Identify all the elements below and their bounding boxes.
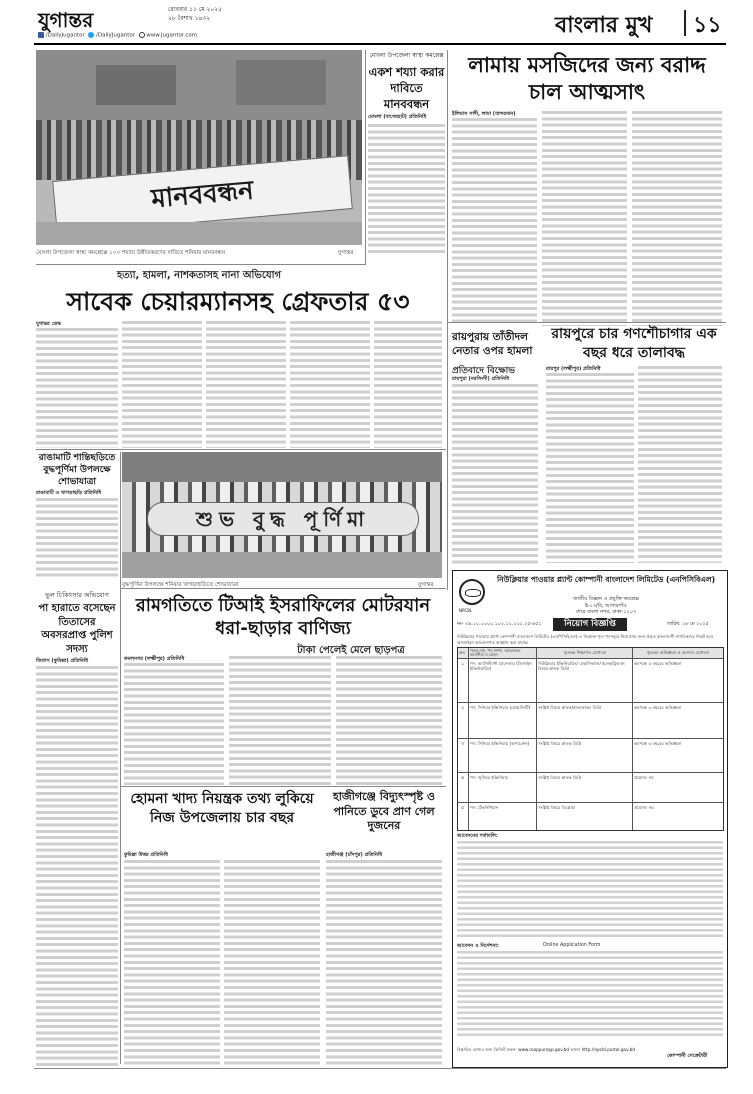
ad-title: নিয়োগ বিজ্ঞপ্তি bbox=[564, 619, 616, 629]
vacancy-table-header bbox=[458, 648, 723, 658]
ad-company-name: নিউক্লিয়ার পাওয়ার প্ল্যান্ট কোম্পানী বাংলাদেশ লিমিটেড (এনপিসিবিএল) bbox=[496, 575, 716, 584]
table-cell-qual: সংশ্লিষ্ট বিষয়ে স্নাতক ডিগ্রি bbox=[538, 775, 582, 780]
globe-icon bbox=[139, 32, 145, 38]
rangamati-byline: রাঙামাটি ও খাগড়াছড়ি প্রতিনিধি bbox=[36, 490, 102, 496]
motorcycle-body-col2 bbox=[229, 656, 331, 785]
police-byline: তিতাস (কুমিল্লা) প্রতিনিধি bbox=[36, 658, 89, 664]
column-rule bbox=[120, 452, 121, 1064]
section-rule bbox=[36, 264, 366, 265]
page-number: ১১ bbox=[693, 13, 722, 38]
ad-title-box bbox=[553, 618, 627, 631]
food-byline: কুমিল্লা উত্তর প্রতিনিধি bbox=[124, 852, 168, 858]
motorcycle-subhead: টাকা পেলেই মেলে ছাড়পত্র bbox=[297, 645, 405, 656]
motorcycle-byline: কমলনগর (লক্ষ্মীপুর) প্রতিনিধি bbox=[124, 656, 185, 662]
arrest-body-col1 bbox=[36, 328, 118, 448]
toilet-byline: রায়পুর (লক্ষ্মীপুর) প্রতিনিধি bbox=[546, 366, 601, 372]
table-cell-no: ৫ bbox=[461, 805, 465, 811]
food-body-col1 bbox=[124, 860, 220, 1065]
ad-signature: কোম্পানী সেক্রেটারী bbox=[667, 1053, 708, 1059]
table-cell-qual: সংশ্লিষ্ট বিষয়ে স্নাতক/স্নাতকোত্তর ডিগ্রি bbox=[538, 705, 602, 710]
electric-byline: হাজীগঞ্জ (চাঁদপুর) প্রতিনিধি bbox=[326, 852, 383, 858]
ad-date: তারিখ: ০৮ মে ২০২৫ bbox=[667, 622, 709, 627]
toilet-body-col2 bbox=[638, 366, 722, 563]
table-row bbox=[458, 738, 723, 773]
procession-photo bbox=[122, 452, 442, 578]
date-bangla: ২৮ বৈশাখ ১৪৩২ bbox=[168, 15, 211, 22]
table-cell-no: ১ bbox=[461, 661, 465, 667]
column-rule bbox=[447, 50, 448, 590]
photo-ground bbox=[122, 552, 442, 578]
ad-address-line: ই-১৩/বি, আগারগাঁও bbox=[585, 602, 627, 609]
mosque-byline: ইলিয়াস সাদী, লামা (বান্দরবান) bbox=[452, 111, 516, 117]
table-cell-no: ৪ bbox=[461, 775, 465, 781]
electric-headline: হাজীগঞ্জে বিদ্যুৎস্পৃষ্ট ও পানিতে ডুবে প্রাণ গেল দুজনের bbox=[332, 790, 436, 832]
procession-photo-caption: বুদ্ধপূর্ণিমা উপলক্ষে শনিবার খাগড়াছড়িতে শোভাযাত্রা bbox=[122, 582, 239, 588]
table-row bbox=[458, 802, 723, 830]
website-link[interactable]: www.jugantor.com bbox=[146, 32, 198, 39]
food-body-col2 bbox=[224, 860, 320, 1065]
procession-banner bbox=[147, 502, 419, 536]
table-cell-post: পদ: জুনিয়র ইঞ্জিনিয়ার bbox=[470, 775, 508, 780]
atom-icon bbox=[465, 589, 481, 597]
mosque-body-col3 bbox=[632, 111, 722, 326]
table-cell-qual: নিউক্লিয়ার ইঞ্জিনিয়ারিং/ মেকানিক্যাল/ ইলেকট্রিক্যাল বিষয়ে স্নাতক ডিগ্রি bbox=[538, 661, 625, 672]
ad-application-text bbox=[457, 951, 723, 1039]
raipura-attack-subhead: প্রতিবাদে বিক্ষোভ bbox=[452, 366, 515, 376]
electric-body bbox=[326, 860, 442, 1065]
procession-photo-credit: যুগান্তর bbox=[418, 582, 434, 588]
mosque-headline: লামায় মসজিদের জন্য বরাদ্দ চাল আত্মসাৎ bbox=[468, 53, 706, 104]
ad-address-line: শেরে বাংলা নগর, ঢাকা-১২০৭ bbox=[575, 609, 637, 615]
ad-conditions-text bbox=[457, 841, 723, 939]
table-header-cell: ক্রম bbox=[459, 650, 465, 655]
arrest-headline: সাবেক চেয়ারম্যানসহ গ্রেফতার ৫৩ bbox=[66, 287, 410, 316]
police-body bbox=[36, 666, 118, 1066]
ad-address-line: জাতীয় বিজ্ঞান ও প্রযুক্তি কমপ্লেক্স bbox=[573, 596, 639, 602]
raipura-attack-headline: রায়পুরায় তাঁতীদল নেতার ওপর হামলা bbox=[452, 331, 533, 357]
motorcycle-body-col3 bbox=[336, 656, 442, 785]
table-cell-exp: প্রযোজ্য নয় bbox=[634, 805, 654, 810]
section-rule bbox=[36, 449, 446, 450]
rally-photo-credit: যুগান্তর bbox=[338, 250, 354, 256]
food-headline: হোমনা খাদ্য নিয়ন্ত্রক তথ্য লুকিয়ে নিজ উপজেলায় চার বছর bbox=[130, 791, 314, 826]
footer-rule bbox=[34, 1068, 726, 1069]
police-headline: পা হারাতে বসেছেন তিতাসের অবসরপ্রাপ্ত পুলিশ সদস্য bbox=[38, 603, 116, 655]
rally-banner-text: মানববন্ধন bbox=[150, 175, 255, 215]
ad-online-form-label: Online Application Form bbox=[543, 943, 601, 948]
motorcycle-headline: রামগতিতে টিআই ইসরাফিলের মোটরযান ধরা-ছাড়ার বাণিজ্য bbox=[135, 595, 431, 639]
rangamati-headline: রাঙামাটি শান্তিছড়িতে বুদ্ধপূর্ণিমা উপলক্ষে শোভাযাত্রা bbox=[38, 453, 116, 487]
hospital-kicker: মোংলা উপজেলা স্বাস্থ্য কমপ্লেক্স bbox=[369, 52, 444, 59]
table-cell-post: পদ: অ্যাসিস্ট্যান্ট ম্যানেজার (ডিজাইন ইঞ্জিনিয়ারিং) bbox=[470, 661, 532, 672]
section-rule bbox=[120, 786, 446, 787]
mosque-body-col1 bbox=[452, 118, 537, 326]
newspaper-logo: যুগান্তর bbox=[38, 8, 94, 32]
arrest-body-col4 bbox=[290, 321, 370, 448]
section-rule bbox=[448, 322, 726, 323]
section-rule bbox=[120, 588, 446, 589]
ad-memo-number: নং- ৩৯.১০.০০০০.১০২.১১.০০১.২৫-৪৫১ bbox=[457, 622, 542, 627]
table-cell-exp: কমপক্ষে ৩ বছরের অভিজ্ঞতা bbox=[634, 741, 682, 746]
table-cell-exp: প্রযোজ্য নয় bbox=[634, 775, 654, 780]
table-header-cell: পদের নাম, পদ-সংখ্যা, আবেদনের বয়সসীমা ও বেতন bbox=[470, 648, 521, 658]
table-row bbox=[458, 772, 723, 803]
social-link-facebook[interactable]: /DailyJugantor bbox=[45, 32, 85, 39]
photo-window bbox=[236, 60, 326, 105]
job-advertisement bbox=[452, 570, 728, 1068]
rangamati-body bbox=[36, 498, 118, 580]
photo-ground bbox=[36, 222, 362, 245]
column-rule bbox=[365, 50, 366, 265]
toilet-headline: রায়পুরে চার গণশৌচাগার এক বছর ধরে তালাবদ্ধ bbox=[551, 326, 717, 361]
twitter-icon bbox=[88, 32, 94, 38]
table-row bbox=[458, 658, 723, 703]
facebook-icon bbox=[38, 32, 44, 38]
rally-photo-caption: মোংলা উপজেলা স্বাস্থ্য কমপ্লেক্সে ১০০ শয্যায় উন্নীতকরণের দাবিতে শনিবার মানববন্ধন bbox=[36, 250, 226, 256]
rally-photo bbox=[36, 50, 362, 245]
section-title: বাংলার মুখ bbox=[555, 13, 653, 38]
date-block bbox=[168, 5, 222, 23]
ad-conditions-title: আবেদনের শর্তাবলি: bbox=[457, 833, 498, 839]
npcbl-logo bbox=[459, 579, 485, 613]
arrest-byline: যুগান্তর ডেস্ক bbox=[36, 321, 61, 327]
table-cell-post: পদ: সিনিয়র ইঞ্জিনিয়ার (কোয়ালিটি) bbox=[470, 705, 531, 710]
mosque-body-col2 bbox=[542, 111, 627, 326]
toilet-body-col1 bbox=[546, 373, 634, 563]
masthead-divider bbox=[684, 10, 686, 36]
ad-address bbox=[489, 596, 723, 616]
ad-website-note: বিস্তারিত তথ্যের জন্য ভিজিট করুন: www.rooppurnpp.gov.bd অথবা http://npcbl.portal.gov.bd bbox=[457, 1047, 635, 1052]
social-link-twitter[interactable]: /DailyJugantor bbox=[96, 32, 136, 39]
motorcycle-body-col1 bbox=[124, 663, 224, 785]
hospital-byline: মোংলা (বাগেরহাট) প্রতিনিধি bbox=[368, 114, 427, 120]
vacancy-table bbox=[457, 647, 724, 831]
table-cell-post: পদ: সিনিয়র ইঞ্জিনিয়ার (অপারেশন) bbox=[470, 741, 530, 746]
table-cell-exp: কমপক্ষে ৩ বছরের অভিজ্ঞতা bbox=[634, 705, 682, 710]
table-row bbox=[458, 702, 723, 739]
table-cell-post: পদ: টেকনিশিয়ান bbox=[470, 805, 499, 810]
table-cell-qual: সংশ্লিষ্ট বিষয়ে স্নাতক ডিগ্রি bbox=[538, 741, 582, 746]
table-cell-exp: কমপক্ষে ৫ বছরের অভিজ্ঞতা bbox=[634, 661, 682, 666]
hospital-body bbox=[368, 124, 445, 256]
table-cell-no: ৩ bbox=[461, 741, 465, 747]
hospital-story bbox=[368, 50, 445, 290]
photo-window bbox=[96, 65, 176, 105]
masthead bbox=[0, 0, 753, 44]
arrest-body-col2 bbox=[122, 321, 202, 448]
arrest-body-col3 bbox=[206, 321, 286, 448]
table-header-cell: ন্যূনতম অভিজ্ঞতা ও অন্যান্য যোগ্যতা bbox=[646, 650, 710, 655]
hospital-headline: একশ শয্যা করার দাবিতে মানববন্ধন bbox=[368, 65, 445, 111]
arrest-kicker: হত্যা, হামলা, নাশকতাসহ নানা অভিযোগ bbox=[116, 270, 282, 281]
procession-banner-text: শুভ বুদ্ধ পূর্ণিমা bbox=[195, 507, 371, 531]
date-gregorian: রোববার ১১ মে ২০২৫ bbox=[168, 6, 223, 13]
npcbl-logo-label: NPCBL bbox=[459, 608, 473, 613]
police-kicker: ভুল চিকিৎসার অভিযোগ bbox=[45, 591, 109, 599]
table-cell-qual: সংশ্লিষ্ট বিষয়ে ডিপ্লোমা bbox=[538, 805, 576, 810]
table-header-cell: ন্যূনতম শিক্ষাগত যোগ্যতা bbox=[563, 650, 607, 655]
ad-application-title: আবেদন ও নির্দেশনা: bbox=[457, 943, 499, 949]
raipura-attack-body bbox=[452, 384, 538, 564]
social-links bbox=[38, 32, 197, 39]
masthead-rule bbox=[34, 43, 726, 45]
table-cell-no: ২ bbox=[461, 705, 465, 711]
raipura-attack-byline: রায়পুরা (নরসিংদী) প্রতিনিধি bbox=[452, 376, 510, 382]
arrest-body-col5 bbox=[374, 321, 442, 448]
ad-intro: নিউক্লিয়ার পাওয়ার প্ল্যান্ট কোম্পানী বাংলাদেশ লিমিটেড (এনপিসিবিএল)-এ নিম্নোক্ত শূন্য পদসমূহে নিয়োগের জন্য প্রকৃত বাংলাদেশী নাগরিকদের নিকট হতে অনলাইনে আবেদনপত্র আহ্বান করা যাচ্ছে। bbox=[457, 634, 714, 645]
